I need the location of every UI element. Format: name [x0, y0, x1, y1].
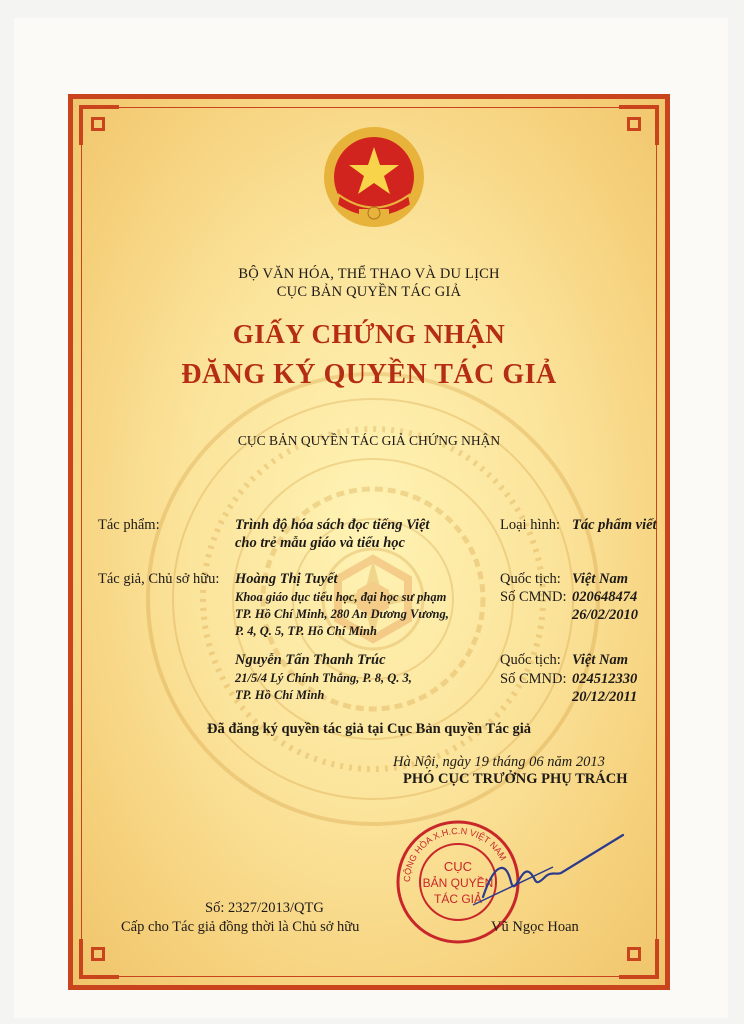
work-title-line1: Trình độ hóa sách đọc tiếng Việt [235, 517, 430, 533]
seal-outer-text: CỘNG HÒA X.H.C.N VIỆT NAM [401, 825, 509, 883]
certificate [68, 94, 670, 990]
seal-center-line3: TÁC GIẢ [433, 892, 483, 906]
corner-ornament-top-right [619, 105, 659, 145]
id-number-value: 024512330 [572, 671, 638, 687]
nationality-label: Quốc tịch: [500, 652, 561, 668]
author-address-line: 21/5/4 Lý Chính Thắng, P. 8, Q. 3, [235, 671, 412, 685]
author-address-line: Khoa giáo dục tiểu học, đại học sư phạm [235, 590, 447, 604]
handwritten-signature-icon [433, 827, 633, 917]
nationality-label: Quốc tịch: [500, 571, 561, 587]
author-name: Hoàng Thị Tuyết [235, 571, 338, 587]
author-address-line: TP. Hồ Chí Minh, 280 An Dương Vương, [235, 607, 449, 621]
signer-position: PHÓ CỤC TRƯỞNG PHỤ TRÁCH [403, 771, 628, 787]
author-name: Nguyễn Tấn Thanh Trúc [235, 652, 386, 668]
id-issue-date: 26/02/2010 [572, 607, 639, 623]
seal-center-line2: BẢN QUYỀN [422, 876, 494, 890]
signer-name: Vũ Ngọc Hoan [491, 919, 579, 935]
national-emblem-icon [319, 125, 429, 237]
certificate-number: Số: 2327/2013/QTG [205, 900, 324, 916]
authors-label: Tác giả, Chủ sở hữu: [98, 571, 220, 587]
ministry-name: BỘ VĂN HÓA, THỂ THAO VÀ DU LỊCH [238, 266, 500, 282]
seal-center-line1: CỤC [443, 859, 473, 874]
nationality-value: Việt Nam [572, 652, 628, 668]
work-title-line2: cho trẻ mẫu giáo và tiểu học [235, 535, 405, 551]
issued-to: Cấp cho Tác giả đồng thời là Chủ sở hữu [121, 919, 360, 935]
corner-ornament-bottom-left [79, 939, 119, 979]
id-number-value: 020648474 [572, 589, 638, 605]
corner-ornament-top-left [79, 105, 119, 145]
id-number-label: Số CMND: [500, 671, 567, 687]
certifying-statement: CỤC BẢN QUYỀN TÁC GIẢ CHỨNG NHẬN [237, 433, 501, 448]
work-type-label: Loại hình: [500, 517, 561, 533]
nationality-value: Việt Nam [572, 571, 628, 587]
certificate-title-line1: GIẤY CHỨNG NHẬN [232, 319, 506, 349]
issue-date: Hà Nội, ngày 19 tháng 06 năm 2013 [393, 754, 605, 770]
work-type-value: Tác phẩm viết [572, 517, 657, 533]
author-address-line: P. 4, Q. 5, TP. Hồ Chí Minh [235, 624, 377, 638]
department-name: CỤC BẢN QUYỀN TÁC GIẢ [276, 284, 462, 300]
work-label: Tác phẩm: [98, 517, 160, 533]
author-address-line: TP. Hồ Chí Minh [235, 688, 325, 702]
id-issue-date: 20/12/2011 [572, 689, 638, 705]
registration-statement: Đã đăng ký quyền tác giả tại Cục Bản quyền Tác giả [206, 721, 532, 737]
id-number-label: Số CMND: [500, 589, 567, 605]
corner-ornament-bottom-right [619, 939, 659, 979]
certificate-title-line2: ĐĂNG KÝ QUYỀN TÁC GIẢ [181, 359, 557, 390]
